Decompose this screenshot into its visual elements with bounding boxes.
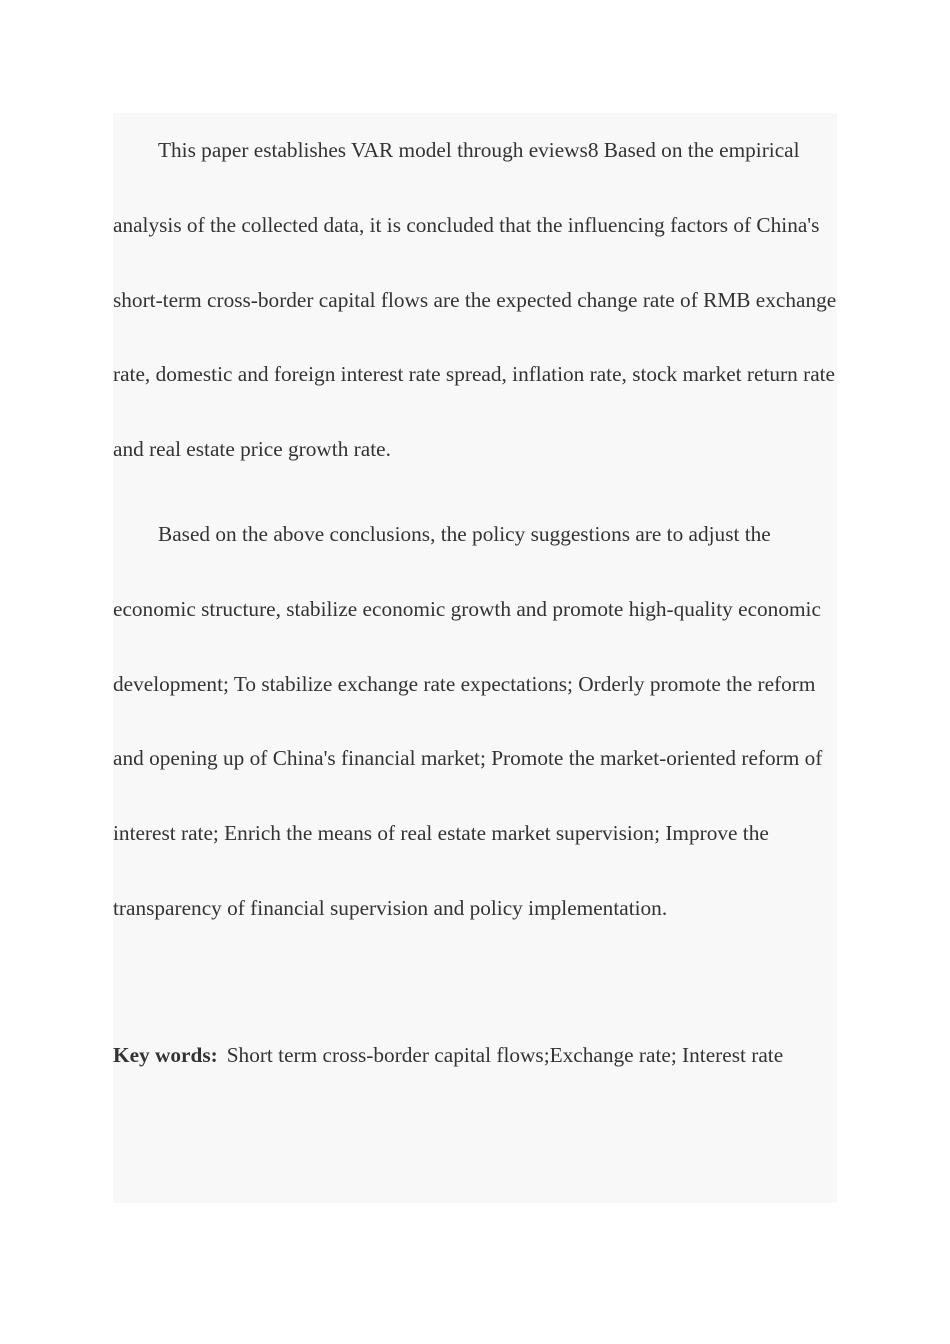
keywords-label: Key words:	[113, 1043, 218, 1067]
keywords-line	[113, 1018, 837, 1093]
keywords-value: Short term cross-border capital flows;Exchange rate; Interest rate	[226, 1043, 784, 1067]
abstract-block	[113, 113, 837, 1203]
abstract-paragraph-2: Based on the above conclusions, the policy suggestions are to adjust the economic structure, stabilize economic growth and promote high-quality economic development; To stabilize exchange rate expectations; Orderly promote the reform and opening up of China's financial market; Promote the market-oriented reform of interest rate; Enrich the means of real estate market supervision; Improve the transparency of financial supervision and policy implementation.	[113, 522, 823, 920]
abstract-paragraph-1: This paper establishes VAR model through eviews8 Based on the empirical analysis of the collected data, it is concluded that the influencing factors of China's short-term cross-border capital flows are the expected change rate of RMB exchange rate, domestic and foreign interest rate spread, inflation rate, stock market return rate and real estate price growth rate.	[113, 138, 837, 462]
